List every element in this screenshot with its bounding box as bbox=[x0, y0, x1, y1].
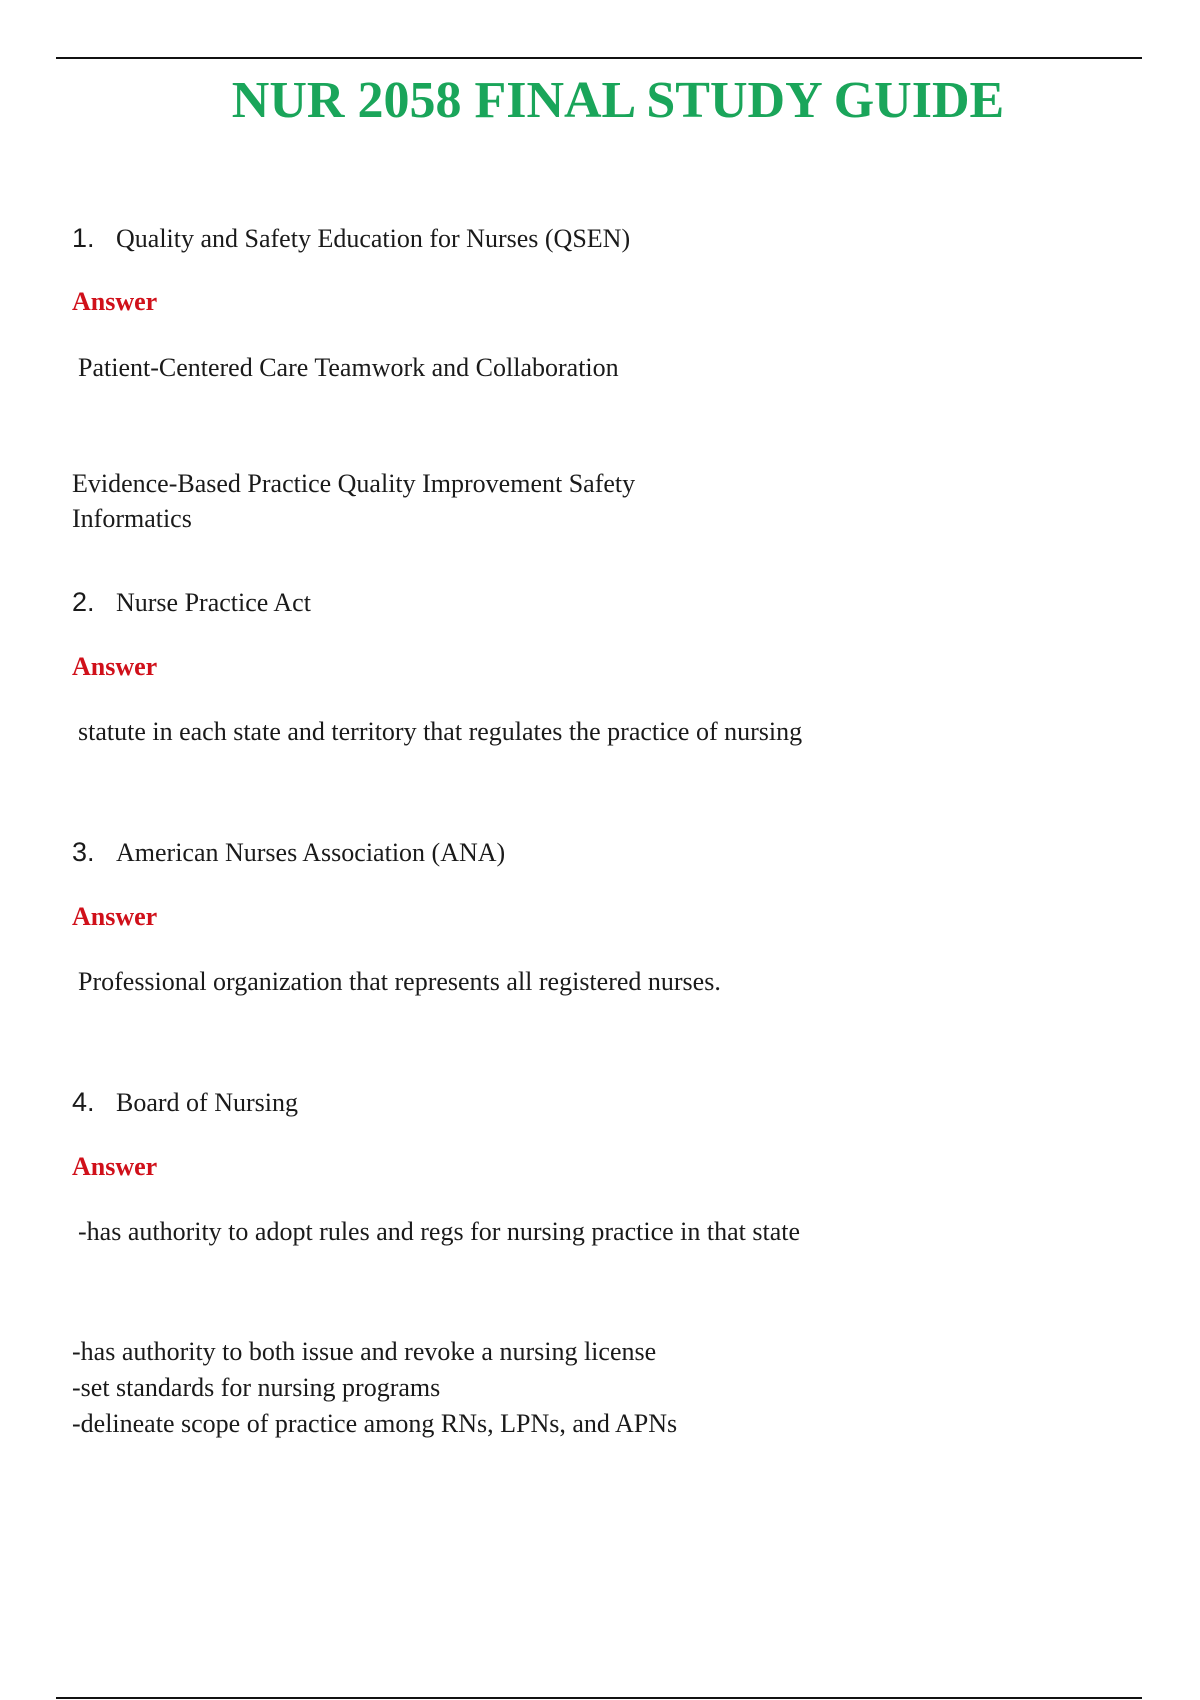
answer-label-4: Answer bbox=[72, 1152, 158, 1181]
question-text: Board of Nursing bbox=[116, 1088, 298, 1117]
answer-3-line-1: Professional organization that represents all registered nurses. bbox=[78, 967, 721, 996]
bottom-divider bbox=[56, 1697, 1142, 1699]
question-text: Nurse Practice Act bbox=[116, 588, 311, 617]
question-text: Quality and Safety Education for Nurses (QSEN) bbox=[116, 224, 631, 253]
top-divider bbox=[56, 57, 1142, 59]
answer-1-line-2: Evidence-Based Practice Quality Improvement Safety bbox=[72, 469, 636, 498]
answer-4-line-4: -delineate scope of practice among RNs, LPNs, and APNs bbox=[72, 1409, 678, 1438]
answer-label-2: Answer bbox=[72, 652, 158, 681]
question-1 bbox=[72, 222, 630, 254]
answer-1-line-1: Patient-Centered Care Teamwork and Collaboration bbox=[78, 353, 619, 382]
answer-label-1: Answer bbox=[72, 287, 158, 316]
question-number: 3. bbox=[72, 837, 95, 867]
question-4 bbox=[72, 1086, 298, 1118]
question-2 bbox=[72, 586, 311, 618]
answer-4-line-3: -set standards for nursing programs bbox=[72, 1373, 441, 1402]
question-text: American Nurses Association (ANA) bbox=[116, 838, 506, 867]
question-number: 1. bbox=[72, 223, 95, 253]
page-title: NUR 2058 FINAL STUDY GUIDE bbox=[231, 72, 1005, 129]
question-3 bbox=[72, 836, 505, 868]
answer-4-line-1: -has authority to adopt rules and regs for nursing practice in that state bbox=[78, 1217, 801, 1246]
question-number: 4. bbox=[72, 1087, 95, 1117]
answer-label-3: Answer bbox=[72, 902, 158, 931]
answer-2-line-1: statute in each state and territory that regulates the practice of nursing bbox=[78, 717, 803, 746]
answer-4-line-2: -has authority to both issue and revoke a nursing license bbox=[72, 1337, 657, 1366]
answer-1-line-3: Informatics bbox=[72, 504, 192, 533]
question-number: 2. bbox=[72, 587, 95, 617]
